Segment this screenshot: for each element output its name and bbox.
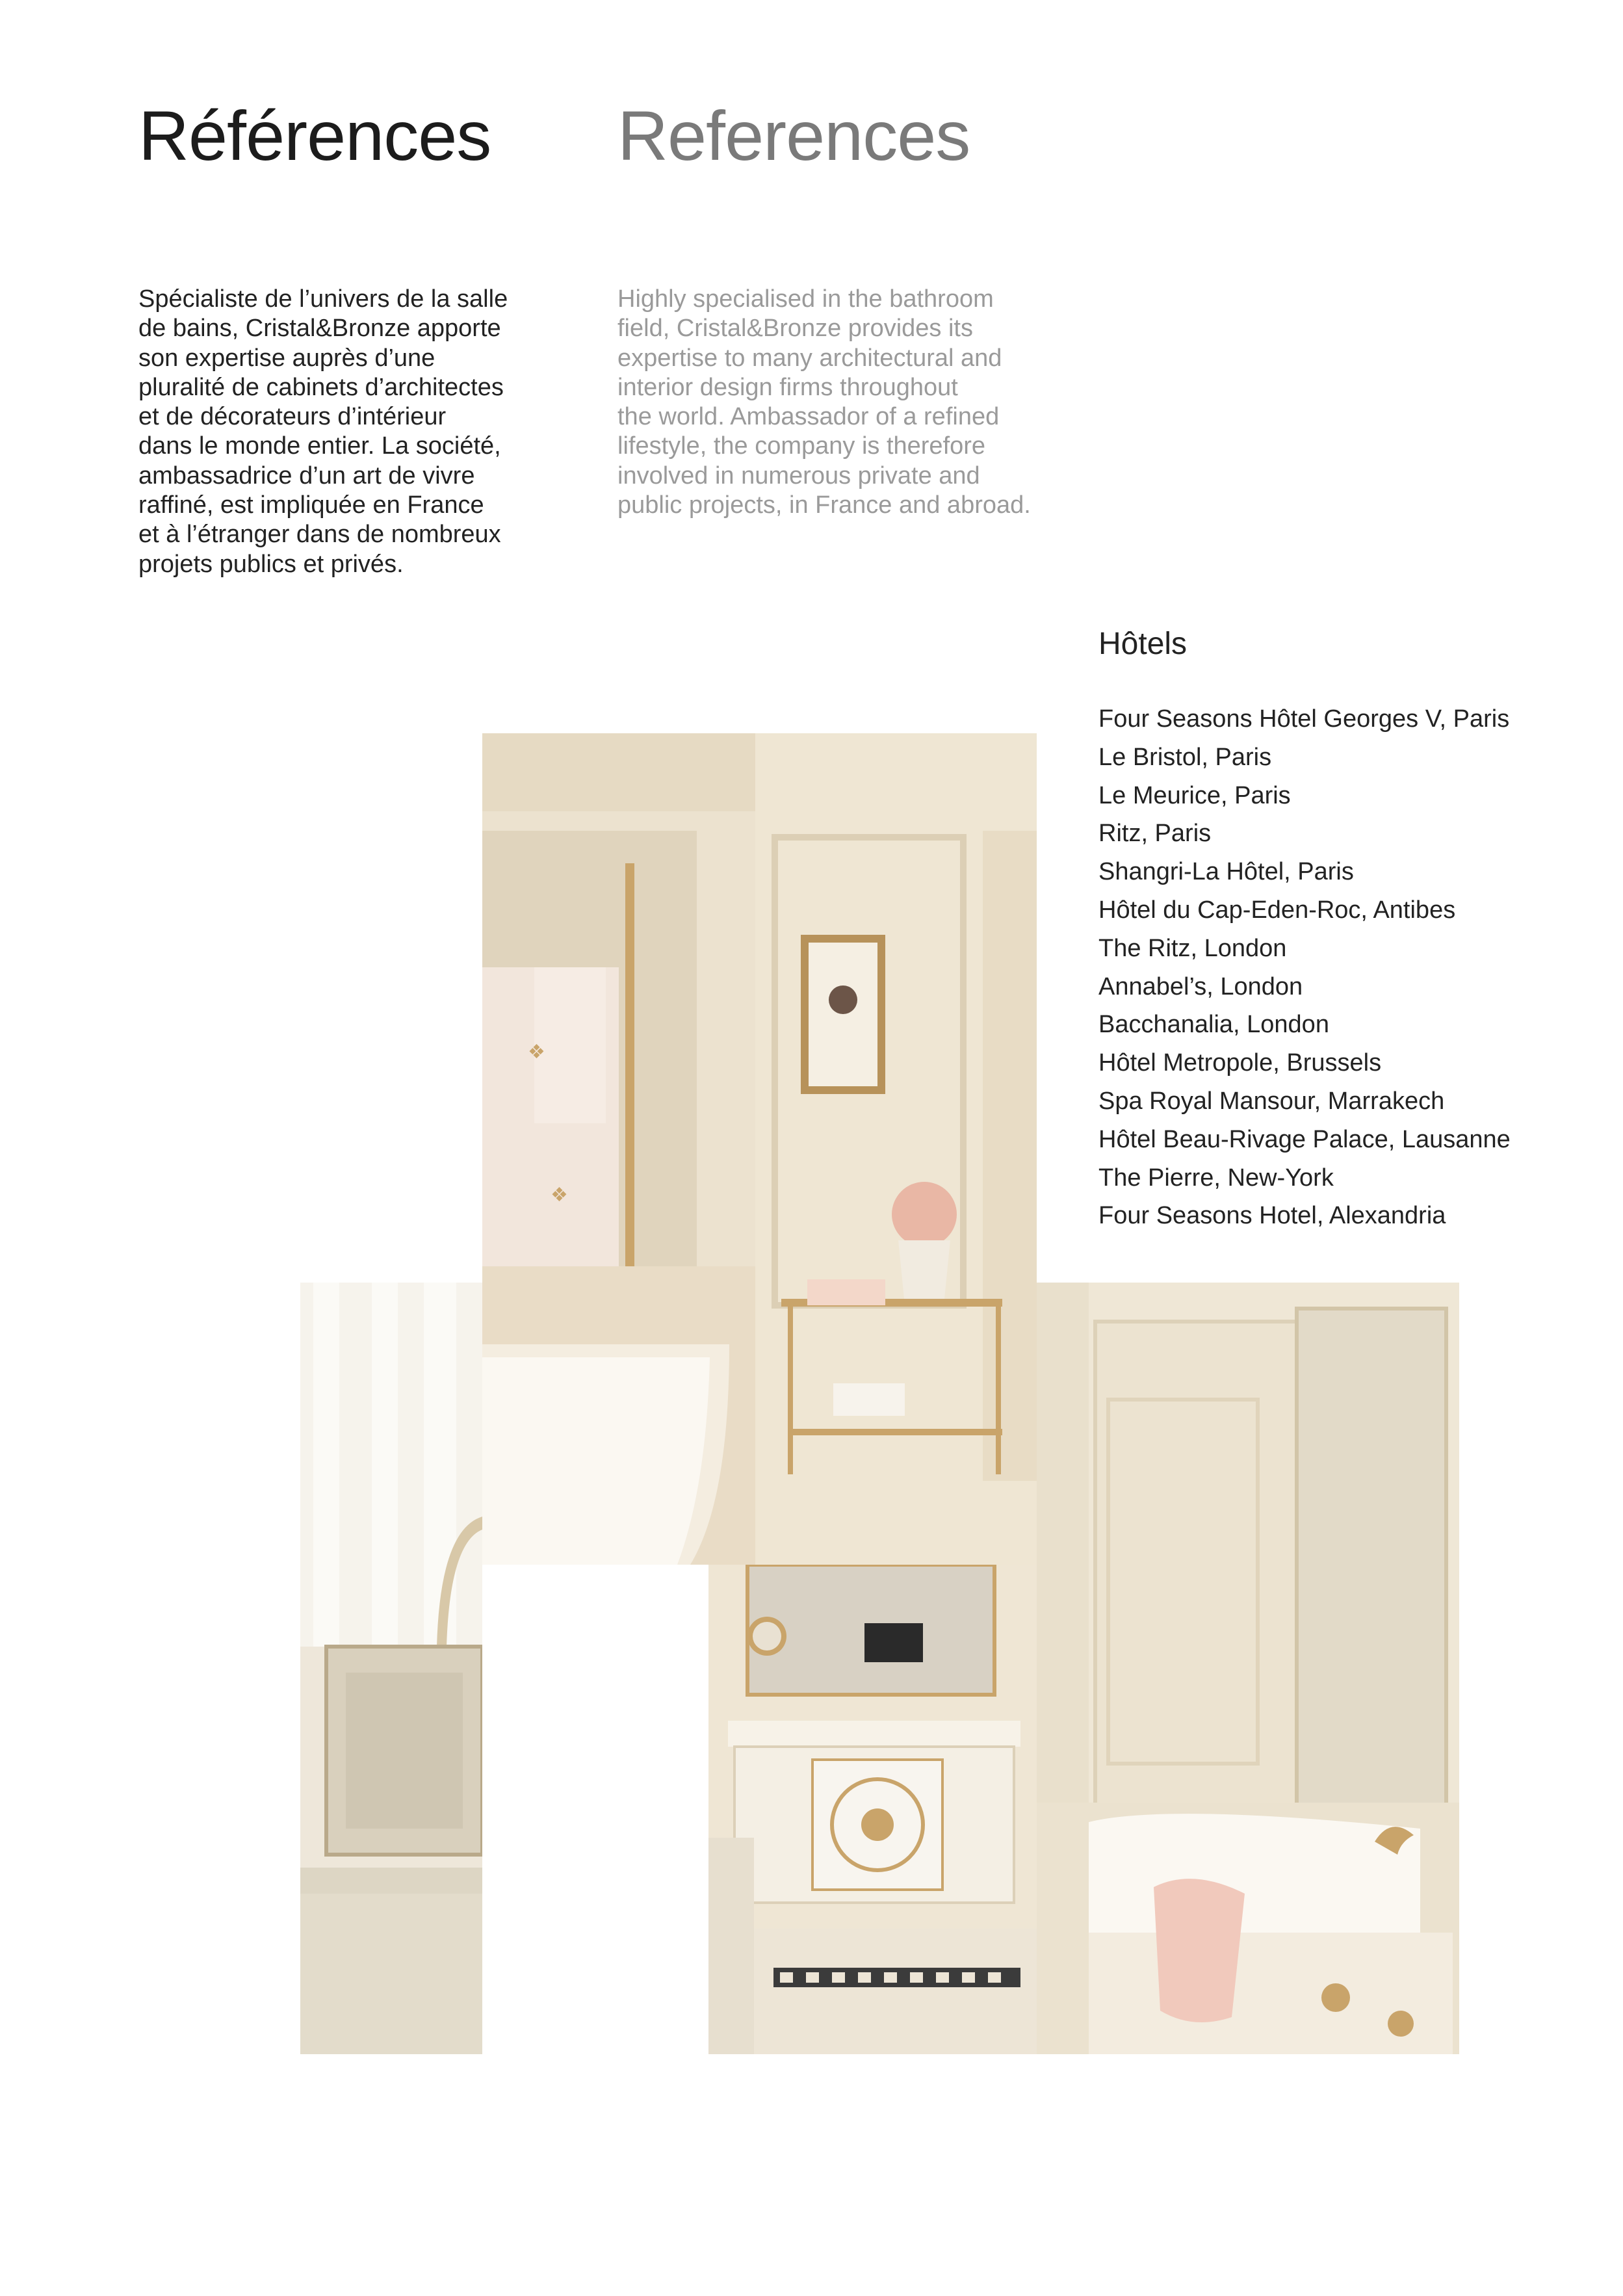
photo-dressing-table	[300, 1283, 482, 2054]
hotel-item: The Ritz, London	[1098, 934, 1287, 962]
intro-fr-line: projets publics et privés.	[138, 550, 404, 578]
intro-fr-line: Spécialiste de l’univers de la salle	[138, 285, 508, 313]
hotel-item: Annabel’s, London	[1098, 972, 1303, 1000]
intro-en-line: expertise to many architectural and	[617, 344, 1002, 372]
hotel-item: Shangri-La Hôtel, Paris	[1098, 858, 1354, 886]
intro-en-line: the world. Ambassador of a refined	[617, 403, 1000, 431]
intro-fr-line: et à l’étranger dans de nombreux	[138, 521, 501, 549]
intro-fr-line: pluralité de cabinets d’architectes	[138, 373, 504, 401]
hotels-heading: Hôtels	[1098, 627, 1188, 661]
hotel-list	[1098, 703, 1511, 1238]
intro-en-line: field, Cristal&Bronze provides its	[617, 315, 973, 343]
intro-fr-line: et de décorateurs d’intérieur	[138, 403, 447, 431]
page-title-fr: Références	[138, 96, 491, 175]
photo-bathtub	[1037, 1283, 1459, 2054]
hotel-item: Spa Royal Mansour, Marrakech	[1098, 1087, 1445, 1115]
svg-text:❖: ❖	[528, 1041, 545, 1063]
intro-fr-line: de bains, Cristal&Bronze apporte	[138, 315, 501, 343]
hotel-item: The Pierre, New-York	[1098, 1164, 1334, 1192]
hotel-item: Hôtel du Cap-Eden-Roc, Antibes	[1098, 896, 1456, 924]
intro-paragraph-en	[617, 285, 1031, 520]
intro-fr-line: son expertise auprès d’une	[138, 344, 435, 372]
intro-paragraph-fr	[138, 285, 508, 579]
intro-en-line: involved in numerous private and	[617, 462, 980, 489]
photo-vanity	[708, 1565, 1037, 2054]
svg-text:❖: ❖	[551, 1184, 568, 1207]
intro-en-line: interior design firms throughout	[617, 373, 958, 401]
hotel-item: Le Meurice, Paris	[1098, 781, 1291, 809]
page-title-en: References	[617, 96, 970, 175]
intro-en-line: public projects, in France and abroad.	[617, 491, 1031, 519]
photo-bath-towels	[482, 733, 1037, 1565]
hotel-item: Hôtel Beau-Rivage Palace, Lausanne	[1098, 1125, 1511, 1153]
hotel-item: Ritz, Paris	[1098, 820, 1212, 848]
hotel-item: Le Bristol, Paris	[1098, 743, 1272, 771]
intro-fr-line: raffiné, est impliquée en France	[138, 491, 484, 519]
hotel-item: Bacchanalia, London	[1098, 1011, 1329, 1039]
intro-en-line: lifestyle, the company is therefore	[617, 432, 986, 460]
hotel-item: Hôtel Metropole, Brussels	[1098, 1049, 1382, 1077]
intro-fr-line: ambassadrice d’un art de vivre	[138, 462, 475, 489]
hotel-item: Four Seasons Hôtel Georges V, Paris	[1098, 705, 1510, 733]
intro-fr-line: dans le monde entier. La société,	[138, 432, 501, 460]
intro-en-line: Highly specialised in the bathroom	[617, 285, 994, 313]
hotel-item: Four Seasons Hotel, Alexandria	[1098, 1202, 1446, 1230]
